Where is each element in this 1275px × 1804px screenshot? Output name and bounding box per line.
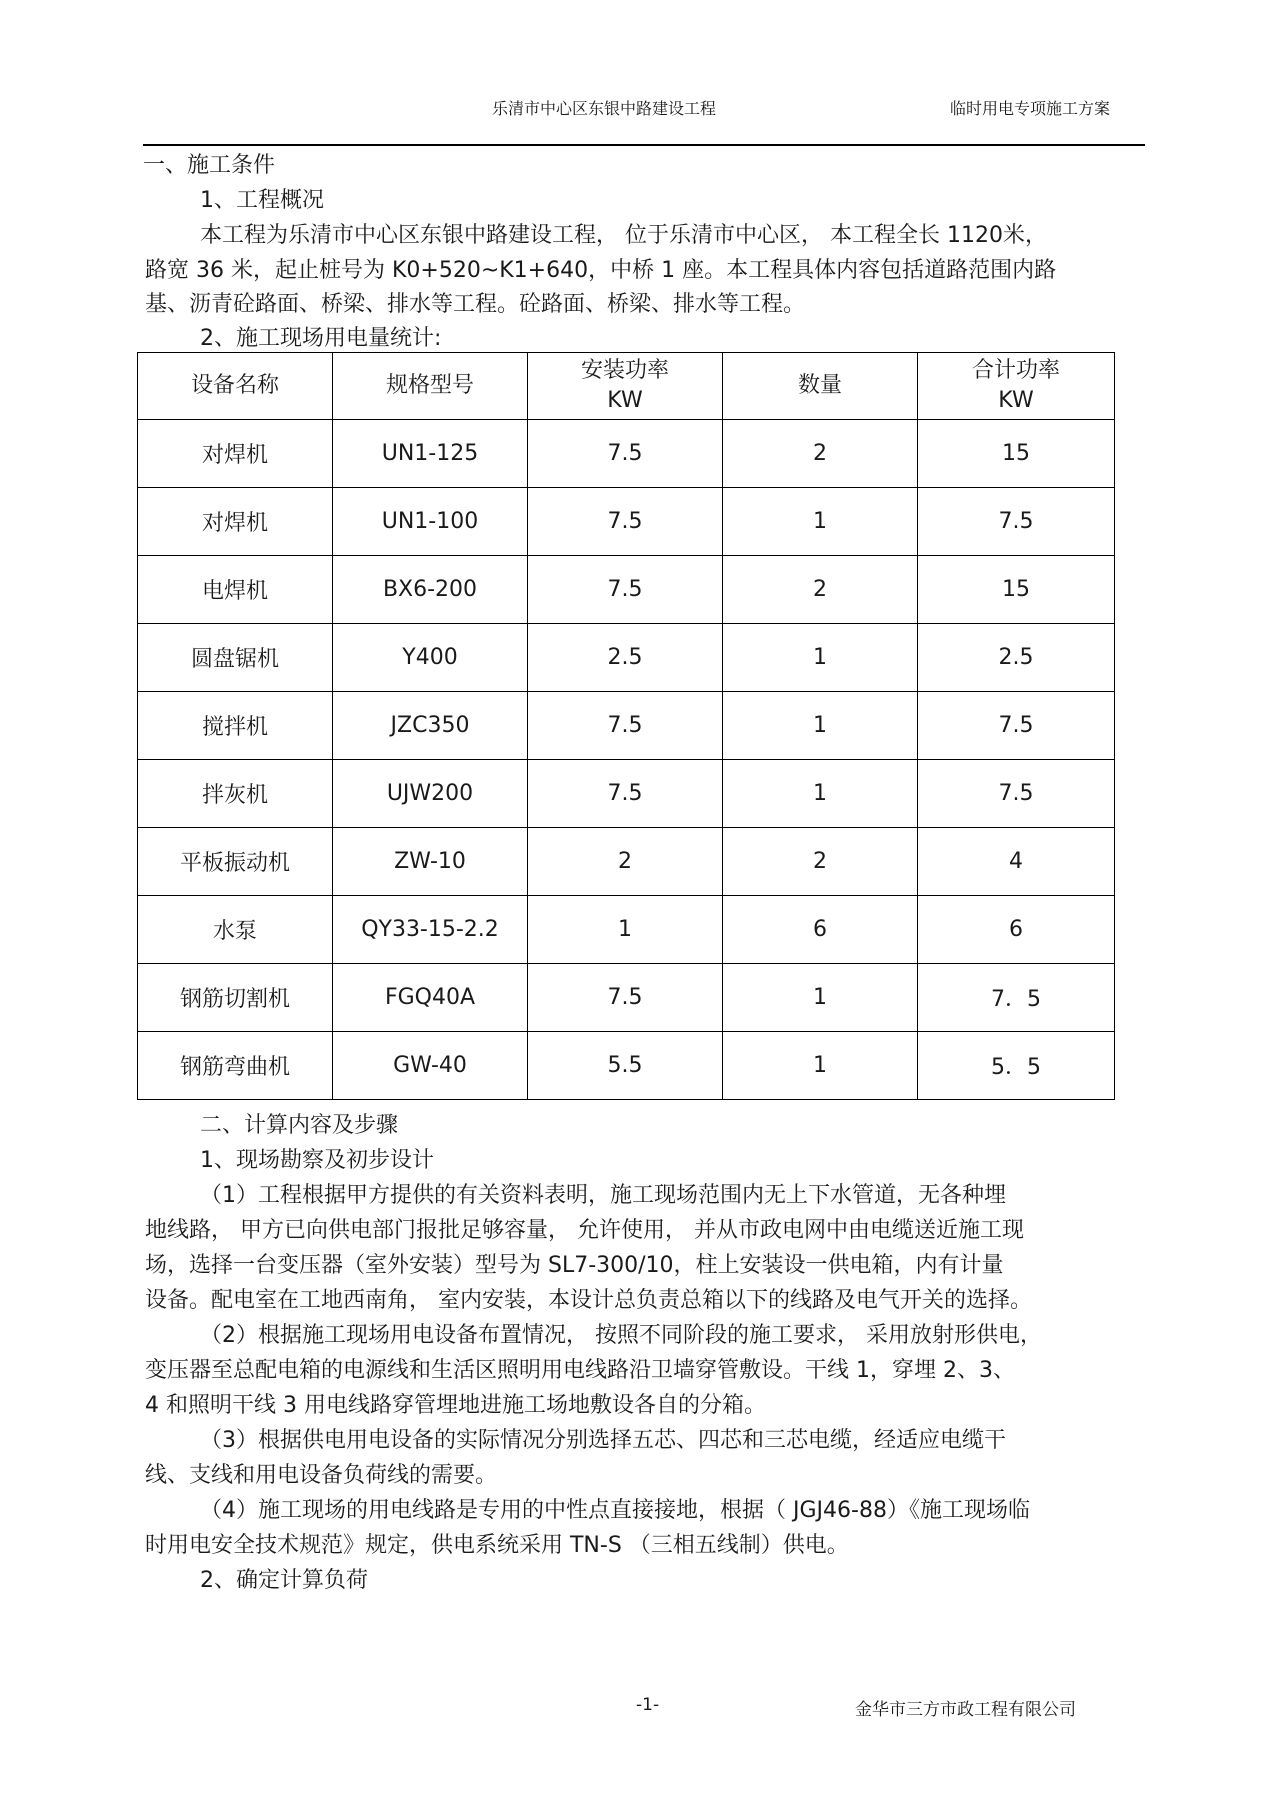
header-install-power: 安装功率 KW	[528, 353, 723, 420]
cell-equipment-name: 搅拌机	[138, 692, 333, 760]
paragraph-line: （2）根据施工现场用电设备布置情况， 按照不同阶段的施工要求， 采用放射形供电，	[200, 1323, 1042, 1348]
footer-company-name: 金华市三方市政工程有限公司	[855, 1700, 1076, 1720]
paragraph-line: 设备。配电室在工地西南角， 室内安装，本设计总负责总箱以下的线路及电气开关的选择。	[145, 1288, 1032, 1313]
cell-total-power: 7.5	[918, 760, 1115, 828]
cell-quantity: 6	[723, 896, 918, 964]
table-header-row	[138, 353, 1115, 420]
table-row	[138, 624, 1115, 692]
cell-model: UJW200	[333, 760, 528, 828]
paragraph-line: （3）根据供电用电设备的实际情况分别选择五芯、四芯和三芯电缆，经适应电缆干	[200, 1428, 1006, 1453]
cell-quantity: 2	[723, 420, 918, 488]
table-row	[138, 760, 1115, 828]
cell-model: GW-40	[333, 1032, 528, 1100]
cell-install-power: 7.5	[528, 420, 723, 488]
cell-quantity: 1	[723, 1032, 918, 1100]
cell-install-power: 7.5	[528, 556, 723, 624]
header-model: 规格型号	[333, 353, 528, 420]
cell-total-power: 7.5	[918, 692, 1115, 760]
header-quantity: 数量	[723, 353, 918, 420]
section-title-conditions: 一、施工条件	[143, 153, 276, 178]
cell-model: ZW-10	[333, 828, 528, 896]
cell-install-power: 7.5	[528, 964, 723, 1032]
cell-install-power: 1	[528, 896, 723, 964]
paragraph-line: （1）工程根据甲方提供的有关资料表明，施工现场范围内无上下水管道，无各种埋	[200, 1183, 1006, 1208]
cell-equipment-name: 对焊机	[138, 488, 333, 556]
cell-quantity: 1	[723, 624, 918, 692]
cell-total-power: 4	[918, 828, 1115, 896]
cell-equipment-name: 水泵	[138, 896, 333, 964]
header-total-power: 合计功率 KW	[918, 353, 1115, 420]
table-row	[138, 420, 1115, 488]
cell-equipment-name: 电焊机	[138, 556, 333, 624]
cell-equipment-name: 圆盘锯机	[138, 624, 333, 692]
cell-model: QY33-15-2.2	[333, 896, 528, 964]
header-document-title: 临时用电专项施工方案	[950, 99, 1111, 118]
cell-equipment-name: 拌灰机	[138, 760, 333, 828]
cell-equipment-name: 平板振动机	[138, 828, 333, 896]
paragraph-line: 本工程为乐清市中心区东银中路建设工程， 位于乐清市中心区， 本工程全长 1120米，	[200, 223, 1047, 248]
header-rule	[143, 144, 1145, 146]
cell-quantity: 2	[723, 556, 918, 624]
cell-total-power: 7.5	[918, 488, 1115, 556]
cell-quantity: 1	[723, 760, 918, 828]
cell-install-power: 7.5	[528, 488, 723, 556]
cell-install-power: 2	[528, 828, 723, 896]
paragraph-line: 基、沥青砼路面、桥梁、排水等工程。砼路面、桥梁、排水等工程。	[145, 292, 806, 317]
paragraph-line: 路宽 36 米，起止桩号为 K0+520~K1+640，中桥 1 座。本工程具体内容包括道路范围内路	[145, 258, 1057, 283]
cell-model: UN1-100	[333, 488, 528, 556]
cell-model: Y400	[333, 624, 528, 692]
header-equipment-name: 设备名称	[138, 353, 333, 420]
paragraph-line: 变压器至总配电箱的电源线和生活区照明用电线路沿卫墙穿管敷设。干线 1，穿埋 2、3、	[145, 1358, 1015, 1383]
subsection-title-load: 2、确定计算负荷	[200, 1568, 368, 1593]
cell-total-power: 6	[918, 896, 1115, 964]
paragraph-line: 线、支线和用电设备负荷线的需要。	[145, 1463, 498, 1488]
cell-install-power: 7.5	[528, 760, 723, 828]
cell-total-power: 7．5	[918, 964, 1115, 1032]
subsection-title-overview: 1、工程概况	[200, 188, 324, 213]
table-row	[138, 1032, 1115, 1100]
cell-model: JZC350	[333, 692, 528, 760]
cell-total-power: 2.5	[918, 624, 1115, 692]
table-row	[138, 488, 1115, 556]
paragraph-line: （4）施工现场的用电线路是专用的中性点直接接地，根据（ JGJ46-88）《施工现场临	[200, 1498, 1030, 1523]
subsection-title-survey: 1、现场勘察及初步设计	[200, 1148, 434, 1173]
paragraph-line: 地线路， 甲方已向供电部门报批足够容量， 允许使用， 并从市政电网中由电缆送近施工现	[145, 1218, 1024, 1243]
table-row	[138, 692, 1115, 760]
cell-quantity: 2	[723, 828, 918, 896]
cell-install-power: 5.5	[528, 1032, 723, 1100]
cell-quantity: 1	[723, 964, 918, 1032]
cell-equipment-name: 钢筋切割机	[138, 964, 333, 1032]
cell-install-power: 2.5	[528, 624, 723, 692]
paragraph-line: 场，选择一台变压器（室外安装）型号为 SL7-300/10，柱上安装设一供电箱，内有计量	[145, 1253, 1004, 1278]
table-row	[138, 964, 1115, 1032]
header-project-title: 乐清市中心区东银中路建设工程	[492, 99, 717, 118]
subsection-title-power-stats: 2、施工现场用电量统计:	[200, 326, 442, 351]
cell-quantity: 1	[723, 692, 918, 760]
cell-total-power: 15	[918, 556, 1115, 624]
cell-model: FGQ40A	[333, 964, 528, 1032]
equipment-power-table	[137, 352, 1115, 1100]
cell-equipment-name: 钢筋弯曲机	[138, 1032, 333, 1100]
table-row	[138, 896, 1115, 964]
cell-model: UN1-125	[333, 420, 528, 488]
table-row	[138, 828, 1115, 896]
cell-install-power: 7.5	[528, 692, 723, 760]
cell-total-power: 5．5	[918, 1032, 1115, 1100]
table-row	[138, 556, 1115, 624]
cell-equipment-name: 对焊机	[138, 420, 333, 488]
paragraph-line: 时用电安全技术规范》规定，供电系统采用 TN-S （三相五线制）供电。	[145, 1533, 849, 1558]
paragraph-line: 4 和照明干线 3 用电线路穿管埋地进施工场地敷设各自的分箱。	[145, 1393, 766, 1418]
cell-total-power: 15	[918, 420, 1115, 488]
page-number: -1-	[636, 1695, 660, 1715]
cell-model: BX6-200	[333, 556, 528, 624]
cell-quantity: 1	[723, 488, 918, 556]
section-title-calculation: 二、计算内容及步骤	[200, 1113, 399, 1138]
